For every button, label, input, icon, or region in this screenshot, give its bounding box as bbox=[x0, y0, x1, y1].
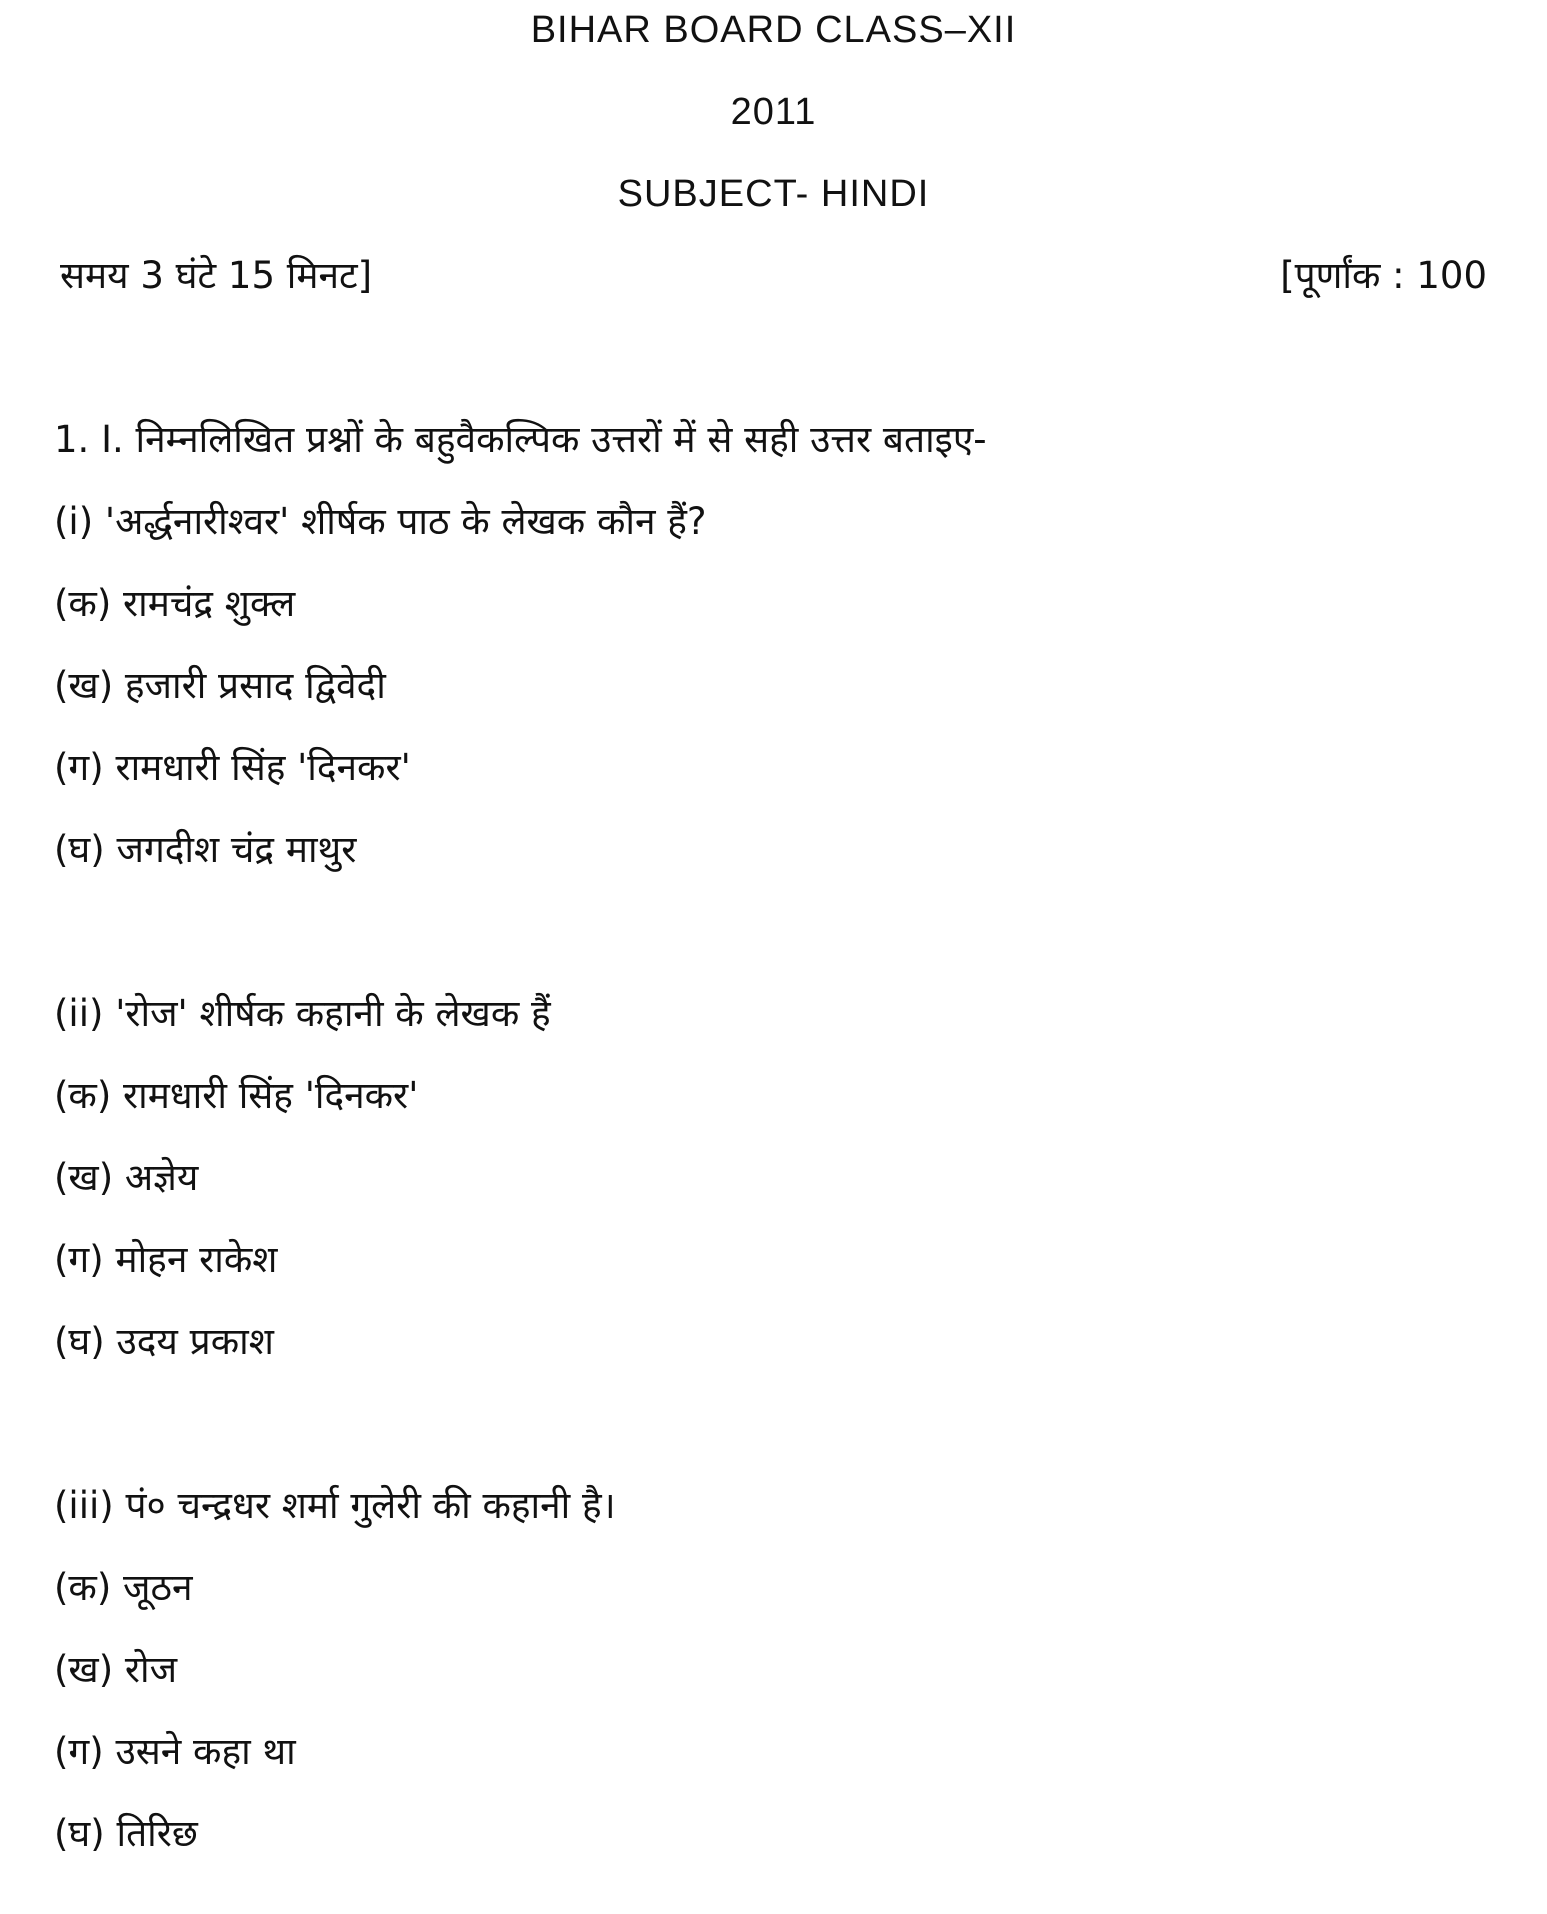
answer-option: (ग) मोहन राकेश bbox=[54, 1238, 278, 1281]
full-marks: [पूर्णांक : 100 bbox=[1280, 254, 1487, 297]
subject-title: SUBJECT- HINDI bbox=[617, 173, 930, 215]
answer-option: (ग) रामधारी सिंह 'दिनकर' bbox=[54, 746, 411, 789]
answer-option: (ख) हजारी प्रसाद द्विवेदी bbox=[54, 664, 386, 707]
board-title: BIHAR BOARD CLASS–XII bbox=[530, 9, 1017, 51]
exam-meta-row bbox=[60, 250, 1487, 302]
answer-option: (क) रामधारी सिंह 'दिनकर' bbox=[54, 1074, 419, 1117]
exam-year: 2011 bbox=[730, 91, 817, 133]
question-text: (iii) पं० चन्द्रधर शर्मा गुलेरी की कहानी है। bbox=[54, 1484, 616, 1527]
answer-option: (क) रामचंद्र शुक्ल bbox=[54, 582, 296, 625]
answer-option: (घ) तिरिछ bbox=[54, 1812, 198, 1855]
question-text: (ii) 'रोज' शीर्षक कहानी के लेखक हैं bbox=[54, 992, 551, 1035]
answer-option: (क) जूठन bbox=[54, 1566, 193, 1609]
answer-option: (ख) अज्ञेय bbox=[54, 1156, 199, 1199]
time-allowed: समय 3 घंटे 15 मिनट] bbox=[60, 254, 373, 297]
answer-option: (ख) रोज bbox=[54, 1648, 178, 1691]
answer-option: (ग) उसने कहा था bbox=[54, 1730, 296, 1773]
section-instruction: 1. I. निम्नलिखित प्रश्नों के बहुवैकल्पिक उत्तरों में से सही उत्तर बताइए- bbox=[54, 418, 987, 461]
question-text: (i) 'अर्द्धनारीश्वर' शीर्षक पाठ के लेखक कौन हैं? bbox=[54, 500, 707, 543]
answer-option: (घ) उदय प्रकाश bbox=[54, 1320, 274, 1363]
answer-option: (घ) जगदीश चंद्र माथुर bbox=[54, 828, 357, 871]
